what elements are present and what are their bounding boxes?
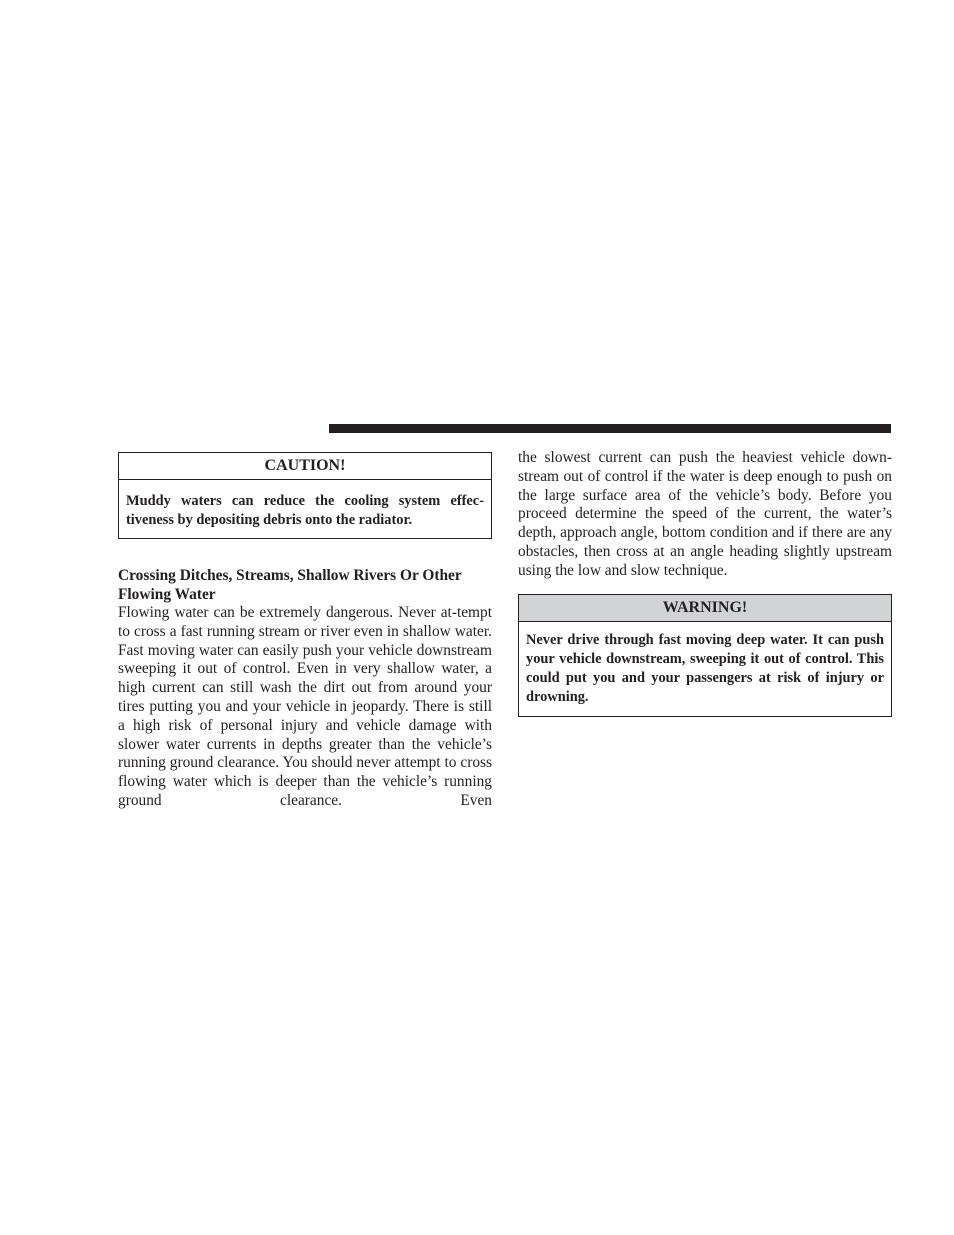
- section-heading: Crossing Ditches, Streams, Shallow Rivers Or Other Flowing Water: [118, 567, 462, 603]
- caution-title: CAUTION!: [119, 453, 491, 480]
- body-paragraph-left: Flowing water can be extremely dangerous. Never at-tempt to cross a fast running stream or river even in shallow water. Fast moving water can easily push your vehicle downstream sweeping it out of control. Even in very shallow water, a high current can still wash the dirt out from around your tires putting you and your vehicle in jeopardy. There is still a high risk of personal injury and vehicle damage with slower water currents in depths greater than the vehicle’s running ground clearance. You should never attempt to cross flowing water which is deeper than the vehicle’s running ground clearance. Even: [118, 604, 492, 809]
- caution-box: [118, 452, 492, 539]
- body-paragraph-right: the slowest current can push the heaviest vehicle down-stream out of control if the water is deep enough to push on the large surface area of the vehicle’s body. Before you proceed determine the speed of the current, the water’s depth, approach angle, bottom condition and if there are any obstacles, then cross at an angle heading slightly upstream using the low and slow technique.: [518, 449, 892, 579]
- warning-title: WARNING!: [519, 595, 891, 622]
- right-column: [518, 450, 892, 717]
- header-rule: [329, 424, 891, 433]
- caution-text: Muddy waters can reduce the cooling system effec-tiveness by depositing debris onto the radiator.: [126, 493, 484, 528]
- warning-box: [518, 594, 892, 717]
- left-column: [118, 450, 492, 811]
- warning-text: Never drive through fast moving deep water. It can push your vehicle downstream, sweeping it out of control. This could put you and your passengers at risk of injury or drowning.: [526, 631, 884, 705]
